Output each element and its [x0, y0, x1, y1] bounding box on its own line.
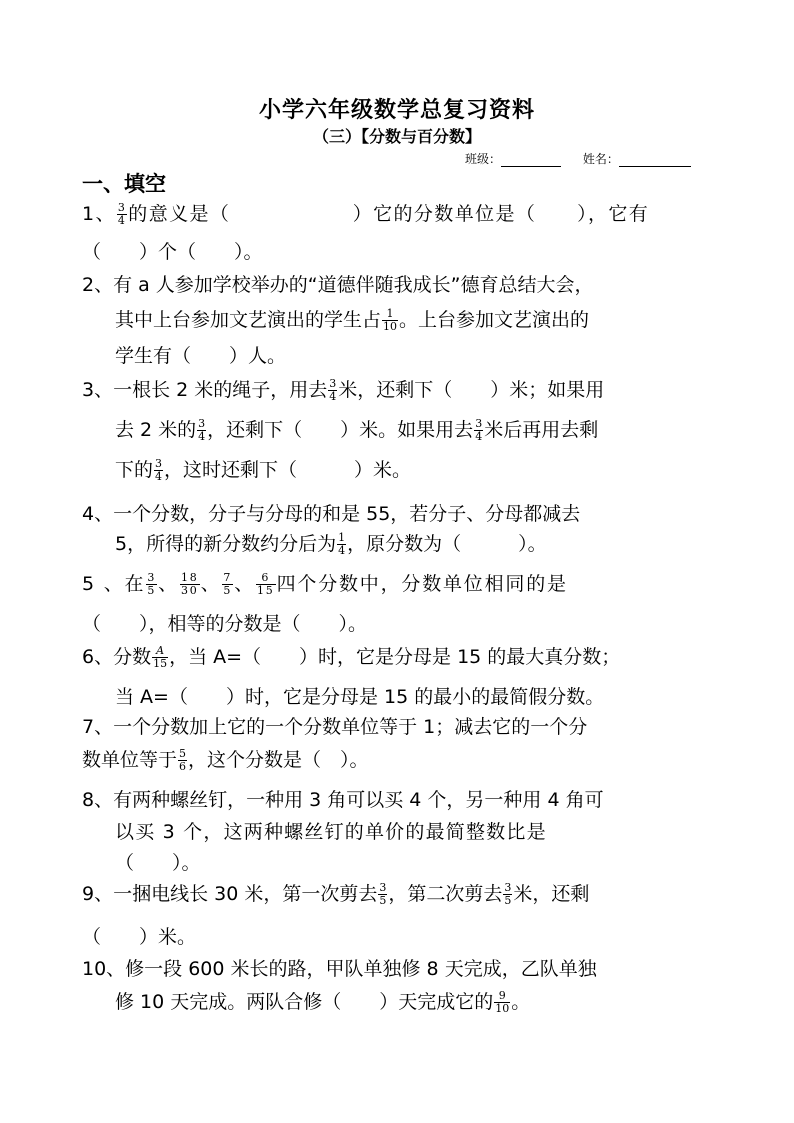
fraction: $\frac{9}{10}$	[495, 989, 510, 1015]
q2-line1: 2、有 a 人参加学校举办的“道德伴随我成长”德育总结大会，	[82, 274, 594, 296]
q10-line2: 修 10 天完成。两队合修（ ）天完成它的 $\frac{9}{10}$ 。	[115, 989, 531, 1015]
section-title: 一、填空	[82, 171, 166, 196]
fraction: $\frac{3}{5}$	[379, 881, 387, 907]
q5-line1: 5 、在 $\frac{3}{5}$ 、 $\frac{18}{30}$ 、 $\frac{7}{5}$ 、 $\frac{6}{15}$ 四个分数中，分数单位相同的是	[82, 571, 568, 597]
fraction: $\frac{3}{5}$	[504, 881, 512, 907]
fraction: $\frac{3}{4}$	[198, 417, 206, 443]
q10-line1: 10、修一段 600 米长的路，甲队单独修 8 天完成，乙队单独	[82, 958, 597, 980]
fraction: $\frac{7}{5}$	[223, 571, 233, 597]
q4-line1: 4、一个分数，分子与分母的和是 55，若分子、分母都减去	[82, 503, 581, 525]
class-blank[interactable]	[501, 166, 561, 167]
q7-line1: 7、一个分数加上它的一个分数单位等于 1；减去它的一个分	[82, 716, 588, 738]
fraction: $\frac{3}{4}$	[117, 201, 127, 227]
page-title: 小学六年级数学总复习资料	[258, 97, 535, 123]
fraction: $\frac{1}{10}$	[383, 307, 398, 333]
name-label: 姓名：	[582, 152, 619, 166]
q5-line2: （ ），相等的分数是（ ）。	[82, 613, 368, 635]
class-label: 班级：	[465, 152, 502, 166]
q6-line1: 6、分数 $\frac{A}{15}$ ，当 A=（ ）时，它是分母是 15 的最大真分数；	[82, 644, 621, 670]
fraction: $\frac{3}{5}$	[147, 571, 157, 597]
fraction: $\frac{3}{4}$	[475, 417, 483, 443]
page-subtitle: （三）【分数与百分数】	[312, 127, 481, 146]
q3-line1: 3、一根长 2 米的绳子，用去 $\frac{3}{4}$ 米，还剩下（ ）米；如果用	[82, 377, 605, 403]
q8-line3: （ ）。	[115, 852, 201, 874]
fraction: $\frac{3}{4}$	[329, 377, 337, 403]
q2-line3: 学生有（ ）人。	[115, 345, 287, 367]
q9-line2: （ ）米。	[82, 926, 197, 948]
q6-line2: 当 A=（ ）时，它是分母是 15 的最小的最简假分数。	[115, 686, 605, 708]
q7-line2: 数单位等于 $\frac{5}{6}$ ，这个分数是（ ）。	[82, 747, 369, 773]
fraction: $\frac{1}{4}$	[338, 531, 346, 557]
student-info	[465, 150, 691, 167]
q1-line1: 1、 $\frac{3}{4}$ 的意义是（ ）它的分数单位是（ ），它有	[82, 201, 650, 227]
fraction: $\frac{5}{6}$	[179, 747, 187, 773]
q9-line1: 9、一捆电线长 30 米，第一次剪去 $\frac{3}{5}$ ，第二次剪去 $\frac{3}{5}$ 米，还剩	[82, 881, 590, 907]
fraction: $\frac{18}{30}$	[180, 571, 199, 597]
q2-line2: 其中上台参加文艺演出的学生占 $\frac{1}{10}$ 。上台参加文艺演出的	[115, 307, 590, 333]
q8-line1: 8、有两种螺丝钉，一种用 3 角可以买 4 个，另一种用 4 角可	[82, 789, 604, 811]
fraction: $\frac{A}{15}$	[153, 644, 168, 670]
q8-line2: 以买 3 个，这两种螺丝钉的单价的最简整数比是	[115, 821, 547, 843]
fraction: $\frac{3}{4}$	[155, 457, 163, 483]
q3-line3: 下的 $\frac{3}{4}$ ，这时还剩下（ ）米。	[115, 457, 412, 483]
q4-line2: 5，所得的新分数约分后为 $\frac{1}{4}$ ，原分数为（ ）。	[115, 531, 547, 557]
q1-line2: （ ）个（ ）。	[82, 241, 263, 263]
name-blank[interactable]	[619, 166, 691, 167]
fraction: $\frac{6}{15}$	[257, 571, 275, 597]
q3-line2: 去 2 米的 $\frac{3}{4}$ ，还剩下（ ）米。如果用去 $\frac{3}{4}$ 米后再用去剩	[115, 417, 599, 443]
